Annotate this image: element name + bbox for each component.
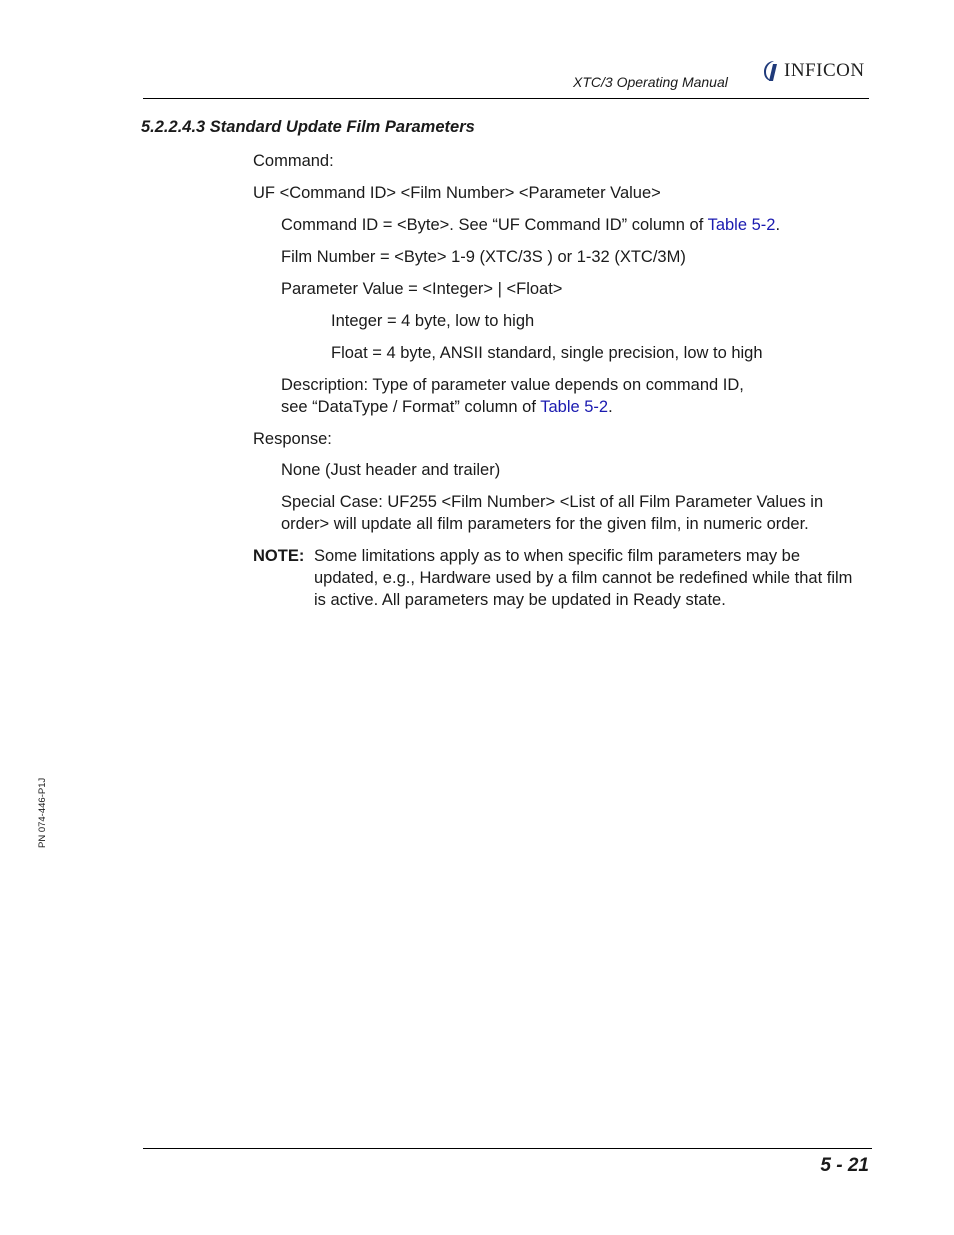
inficon-logo [760,58,865,84]
command-id-line [281,214,780,236]
parameter-value-line: Parameter Value = <Integer> | <Float> [281,280,563,298]
section-title: 5.2.2.4.3 Standard Update Film Parameters [141,118,475,136]
special-case-line-2: order> will update all film parameters for the given film, in numeric order. [281,515,809,533]
description-text: see “DataType / Format” column of [281,398,541,416]
header-divider [143,98,869,99]
note-label: NOTE: [253,547,305,565]
part-number: PN 074-446-P1J [37,777,48,848]
footer-divider [143,1148,872,1149]
table-5-2-link[interactable]: Table 5-2 [540,398,609,416]
table-5-2-link[interactable]: Table 5-2 [707,216,776,234]
command-id-text: Command ID = <Byte>. See “UF Command ID” column of [281,216,708,234]
special-case-line-1: Special Case: UF255 <Film Number> <List of all Film Parameter Values in [281,493,824,511]
description-end: . [608,398,613,416]
film-number-line: Film Number = <Byte> 1-9 (XTC/3S ) or 1-32 (XTC/3M) [281,248,686,266]
page-number: 5 - 21 [820,1155,869,1176]
note-line-3: is active. All parameters may be updated in Ready state. [314,591,726,609]
command-syntax: UF <Command ID> <Film Number> <Parameter Value> [253,184,661,202]
description-line-2 [281,396,613,418]
command-id-end: . [775,216,781,234]
manual-title: XTC/3 Operating Manual [573,74,728,90]
description-line-1: Description: Type of parameter value depends on command ID, [281,376,744,394]
response-label: Response: [253,430,332,448]
logo-wordmark: INFICON [784,60,865,81]
integer-definition: Integer = 4 byte, low to high [331,312,535,330]
float-definition: Float = 4 byte, ANSII standard, single precision, low to high [331,344,763,362]
note-line-1: Some limitations apply as to when specific film parameters may be [314,547,801,565]
inficon-logo-icon [760,59,782,83]
response-none: None (Just header and trailer) [281,461,501,479]
note-line-2: updated, e.g., Hardware used by a film cannot be redefined while that film [314,569,853,587]
command-label: Command: [253,152,334,170]
